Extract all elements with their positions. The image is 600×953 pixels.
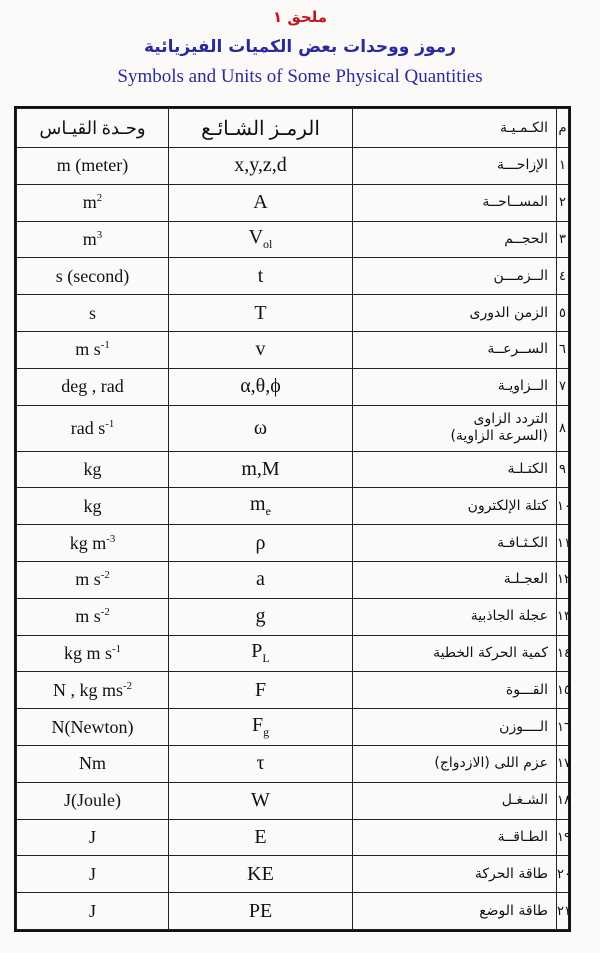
quantity-cell: القـــوة: [353, 672, 557, 709]
table-row: [17, 488, 569, 525]
unit-cell: [17, 258, 169, 295]
row-number-cell: ٥: [557, 295, 569, 332]
unit-text: J: [88, 900, 96, 921]
unit-text: deg , rad: [61, 376, 124, 397]
symbol-text: V: [248, 226, 264, 249]
symbol-cell: [169, 745, 353, 782]
symbol-cell: [169, 635, 353, 672]
column-header-quantity: الكـمـيـة: [353, 109, 557, 148]
symbol-subscript: e: [265, 504, 271, 519]
unit-cell: [17, 368, 169, 405]
quantity-cell: التردد الزاوى (السرعة الزاوية): [353, 405, 557, 451]
symbol-cell: [169, 672, 353, 709]
table-row: [17, 258, 569, 295]
row-number-cell: ٨: [557, 405, 569, 451]
row-number-cell: ١٣: [557, 598, 569, 635]
column-header-number: م: [557, 109, 569, 148]
quantity-cell: الــــوزن: [353, 709, 557, 746]
symbol-cell: [169, 819, 353, 856]
unit-exponent: -1: [100, 339, 110, 352]
unit-exponent: -2: [100, 606, 110, 619]
symbol-cell: [169, 148, 353, 185]
symbol-text: T: [254, 301, 267, 324]
table-row: [17, 405, 569, 451]
unit-exponent: -2: [123, 679, 132, 692]
unit-text: J: [88, 826, 96, 847]
unit-cell: [17, 598, 169, 635]
table-row: [17, 635, 569, 672]
row-number-cell: ١٩: [557, 819, 569, 856]
symbol-cell: [169, 782, 353, 819]
quantity-cell: المســاحــة: [353, 184, 557, 221]
symbol-cell: [169, 488, 353, 525]
table-row: [17, 782, 569, 819]
symbol-text: P: [251, 640, 263, 663]
unit-cell: [17, 819, 169, 856]
unit-cell: [17, 856, 169, 893]
table-row: [17, 295, 569, 332]
symbol-cell: [169, 221, 353, 258]
quantity-cell: طاقة الوضع: [353, 893, 557, 930]
unit-cell: [17, 635, 169, 672]
unit-text: s: [88, 302, 96, 323]
symbol-subscript: ol: [263, 237, 273, 252]
row-number-cell: ١٨: [557, 782, 569, 819]
table-row: [17, 184, 569, 221]
symbol-subscript: L: [262, 651, 270, 666]
unit-text: kg: [83, 458, 102, 479]
unit-text: s (second): [55, 265, 130, 286]
quantity-cell: عزم اللى (الازدواج): [353, 745, 557, 782]
unit-exponent: -1: [105, 417, 115, 430]
table-row: [17, 525, 569, 562]
row-number-cell: ١: [557, 148, 569, 185]
quantity-cell: الطـاقــة: [353, 819, 557, 856]
unit-cell: [17, 451, 169, 488]
row-number-cell: ١١: [557, 525, 569, 562]
table-row: [17, 893, 569, 930]
symbol-text: v: [255, 338, 266, 361]
table-row: [17, 148, 569, 185]
quantity-cell: كمية الحركة الخطية: [353, 635, 557, 672]
unit-text: m s: [75, 606, 101, 627]
unit-exponent: -2: [100, 569, 110, 582]
unit-text: kg m s: [63, 642, 112, 663]
unit-exponent: 2: [96, 192, 103, 205]
quantities-table: [14, 106, 571, 932]
quantity-cell: عجلة الجاذبية: [353, 598, 557, 635]
unit-cell: [17, 782, 169, 819]
row-number-cell: ١٧: [557, 745, 569, 782]
unit-cell: [17, 488, 169, 525]
unit-text: rad s: [70, 417, 106, 438]
quantity-cell: الحجــم: [353, 221, 557, 258]
symbol-text: KE: [247, 862, 274, 885]
symbol-text: t: [257, 264, 264, 287]
row-number-cell: ١٢: [557, 561, 569, 598]
row-number-cell: ٢١: [557, 893, 569, 930]
unit-text: J(Joule): [64, 790, 121, 811]
unit-text: N , kg ms: [52, 679, 123, 700]
row-number-cell: ٧: [557, 368, 569, 405]
table-row: [17, 598, 569, 635]
symbol-text: F: [254, 678, 267, 701]
table-header-row: [17, 109, 569, 148]
unit-text: m (meter): [56, 155, 129, 176]
symbol-cell: [169, 184, 353, 221]
symbol-text: g: [255, 605, 266, 628]
quantity-cell: كتلة الإلكترون: [353, 488, 557, 525]
unit-exponent: 3: [96, 228, 103, 241]
unit-cell: [17, 148, 169, 185]
table-row: [17, 561, 569, 598]
table-row: [17, 331, 569, 368]
quantity-cell: الــزمـــن: [353, 258, 557, 295]
unit-text: kg: [83, 495, 102, 516]
unit-exponent: -3: [106, 532, 116, 545]
symbol-cell: [169, 258, 353, 295]
symbol-text: τ: [256, 752, 265, 775]
unit-text: m s: [75, 569, 101, 590]
title-english: Symbols and Units of Some Physical Quantities: [117, 66, 483, 87]
unit-cell: [17, 525, 169, 562]
page-header: [0, 0, 600, 106]
symbol-cell: [169, 451, 353, 488]
row-number-cell: ٢٠: [557, 856, 569, 893]
unit-cell: [17, 672, 169, 709]
unit-text: kg m: [69, 532, 107, 553]
quantity-cell: الزمن الدورى: [353, 295, 557, 332]
symbol-text: ω: [253, 416, 268, 439]
symbol-text: ρ: [255, 531, 266, 554]
table-body: [17, 148, 569, 930]
row-number-cell: ١٠: [557, 488, 569, 525]
row-number-cell: ٤: [557, 258, 569, 295]
symbol-text: m: [250, 493, 266, 516]
quantity-cell: الســرعــة: [353, 331, 557, 368]
unit-cell: [17, 745, 169, 782]
symbol-cell: [169, 709, 353, 746]
symbol-cell: [169, 295, 353, 332]
table-row: [17, 368, 569, 405]
row-number-cell: ٦: [557, 331, 569, 368]
quantity-cell: الإزاحـــة: [353, 148, 557, 185]
unit-cell: [17, 561, 169, 598]
unit-cell: [17, 331, 169, 368]
table-row: [17, 745, 569, 782]
row-number-cell: ١٦: [557, 709, 569, 746]
symbol-cell: [169, 331, 353, 368]
unit-text: m s: [75, 339, 101, 360]
quantity-cell: الكتـلـة: [353, 451, 557, 488]
unit-cell: [17, 221, 169, 258]
unit-cell: [17, 405, 169, 451]
quantity-cell: طاقة الحركة: [353, 856, 557, 893]
table-row: [17, 709, 569, 746]
quantity-cell: الــزاويـة: [353, 368, 557, 405]
symbol-cell: [169, 368, 353, 405]
symbol-cell: [169, 561, 353, 598]
row-number-cell: ٣: [557, 221, 569, 258]
symbol-text: F: [251, 714, 264, 737]
unit-text: m: [82, 192, 97, 213]
table-row: [17, 451, 569, 488]
unit-cell: [17, 893, 169, 930]
table-row: [17, 672, 569, 709]
symbol-text: E: [254, 825, 267, 848]
row-number-cell: ٢: [557, 184, 569, 221]
symbol-text: m,M: [241, 457, 280, 480]
symbol-text: a: [256, 568, 265, 591]
symbol-cell: [169, 893, 353, 930]
symbol-cell: [169, 405, 353, 451]
symbol-text: α,θ,ϕ: [240, 375, 281, 398]
unit-cell: [17, 295, 169, 332]
symbol-subscript: g: [263, 725, 270, 740]
unit-text: N(Newton): [51, 716, 134, 737]
quantity-cell: الكـثـافـة: [353, 525, 557, 562]
unit-cell: [17, 709, 169, 746]
quantity-cell: العجـلـة: [353, 561, 557, 598]
row-number-cell: ١٥: [557, 672, 569, 709]
unit-text: m: [82, 228, 97, 249]
symbol-text: x,y,z,d: [234, 154, 287, 177]
symbol-cell: [169, 856, 353, 893]
title-arabic: رموز ووحدات بعض الكميات الفيزيائية: [144, 37, 456, 57]
table-row: [17, 819, 569, 856]
symbol-text: PE: [248, 899, 273, 922]
unit-text: Nm: [79, 753, 106, 774]
unit-cell: [17, 184, 169, 221]
symbol-cell: [169, 598, 353, 635]
quantity-cell: الشـغـل: [353, 782, 557, 819]
column-header-symbol: الرمـز الشـائـع: [169, 109, 353, 148]
appendix-label: ملحق ١: [272, 8, 328, 26]
row-number-cell: ٩: [557, 451, 569, 488]
unit-text: J: [88, 863, 96, 884]
column-header-unit: وحـدة القيـاس: [17, 109, 169, 148]
symbol-cell: [169, 525, 353, 562]
symbol-text: A: [253, 191, 268, 214]
row-number-cell: ١٤: [557, 635, 569, 672]
unit-exponent: -1: [112, 642, 121, 655]
table-row: [17, 221, 569, 258]
table-row: [17, 856, 569, 893]
symbol-text: W: [251, 789, 270, 812]
